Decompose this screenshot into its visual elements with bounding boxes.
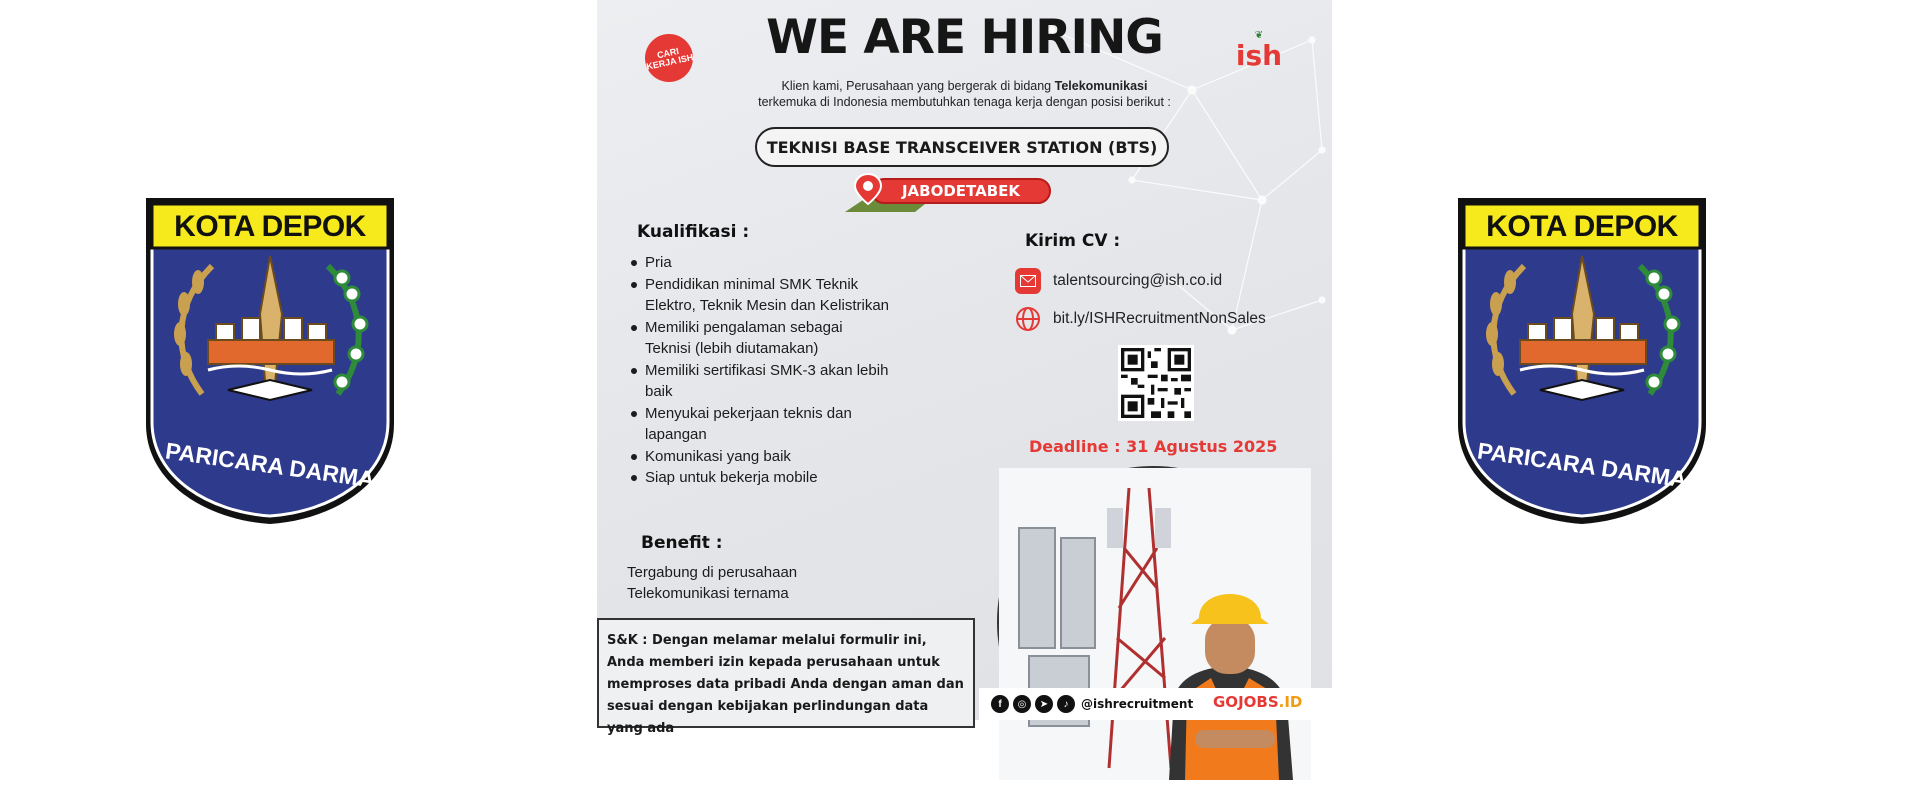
qualifications-title: Kualifikasi : [637, 222, 750, 242]
send-cv-title: Kirim CV : [1025, 231, 1121, 251]
map-pin-icon [855, 174, 881, 204]
emblem-motto: PARICARA DARMA [1475, 437, 1689, 493]
telegram-icon[interactable]: ➤ [1035, 695, 1053, 713]
benefit-title: Benefit : [641, 533, 723, 553]
social-icons [991, 695, 1075, 713]
email-contact[interactable] [1015, 268, 1222, 294]
technician-photo [997, 466, 1309, 778]
benefit-text: Tergabung di perusahaan Telekomunikasi ternama [627, 564, 798, 602]
list-item: Pria [629, 252, 889, 274]
location-label: JABODETABEK [871, 178, 1051, 204]
social-handle[interactable]: @ishrecruitment [1081, 697, 1194, 711]
list-item: Siap untuk bekerja mobile [629, 467, 889, 489]
qualifications-list [629, 252, 889, 489]
gojobs-logo: GOJOBS.ID [1213, 693, 1303, 711]
deadline-text: Deadline : 31 Agustus 2025 [1029, 437, 1278, 456]
facebook-icon[interactable]: f [991, 695, 1009, 713]
list-item: Menyukai pekerjaan teknis dan lapangan [629, 403, 889, 446]
list-item: Memiliki pengalaman sebagai Teknisi (lebih diutamakan) [629, 317, 889, 360]
leaf-icon: ❦ [1254, 30, 1264, 41]
intro-text: Klien kami, Perusahaan yang bergerak di bidang Telekomunikasi terkemuka di Indonesia membutuhkan tenaga kerja dengan posisi berikut : [758, 79, 1171, 109]
list-item: Pendidikan minimal SMK Teknik Elektro, Teknik Mesin dan Kelistrikan [629, 274, 889, 317]
emblem-city-label: KOTA DEPOK [174, 210, 366, 243]
kota-depok-emblem-left [142, 194, 398, 528]
list-item: Komunikasi yang baik [629, 446, 889, 468]
ish-logo: ❦ ish [1229, 30, 1289, 80]
social-footer [979, 688, 1332, 720]
job-poster [597, 0, 1332, 736]
kota-depok-emblem-right [1454, 194, 1710, 528]
poster-title: WE ARE HIRING [766, 10, 1163, 65]
cari-kerja-logo: CARI KERJA ISH [641, 30, 698, 87]
tiktok-icon[interactable]: ♪ [1057, 695, 1075, 713]
emblem-city-label: KOTA DEPOK [1486, 210, 1678, 243]
email-address[interactable]: talentsourcing@ish.co.id [1053, 272, 1223, 289]
globe-icon [1015, 306, 1041, 332]
location-badge [845, 174, 1051, 212]
list-item: Memiliki sertifikasi SMK-3 akan lebih baik [629, 360, 889, 403]
emblem-motto: PARICARA DARMA [163, 437, 377, 493]
link-contact[interactable] [1015, 306, 1266, 332]
mail-icon [1015, 268, 1041, 294]
position-title: TEKNISI BASE TRANSCEIVER STATION (BTS) [755, 127, 1169, 167]
application-link[interactable]: bit.ly/ISHRecruitmentNonSales [1053, 310, 1266, 327]
terms-box: S&K : Dengan melamar melalui formulir ini, Anda memberi izin kepada perusahaan untuk memproses data pribadi Anda dengan aman dan sesuai dengan kebijakan perlindungan data yang ada [597, 618, 975, 728]
instagram-icon[interactable]: ◎ [1013, 695, 1031, 713]
qr-code-icon[interactable] [1118, 345, 1194, 421]
